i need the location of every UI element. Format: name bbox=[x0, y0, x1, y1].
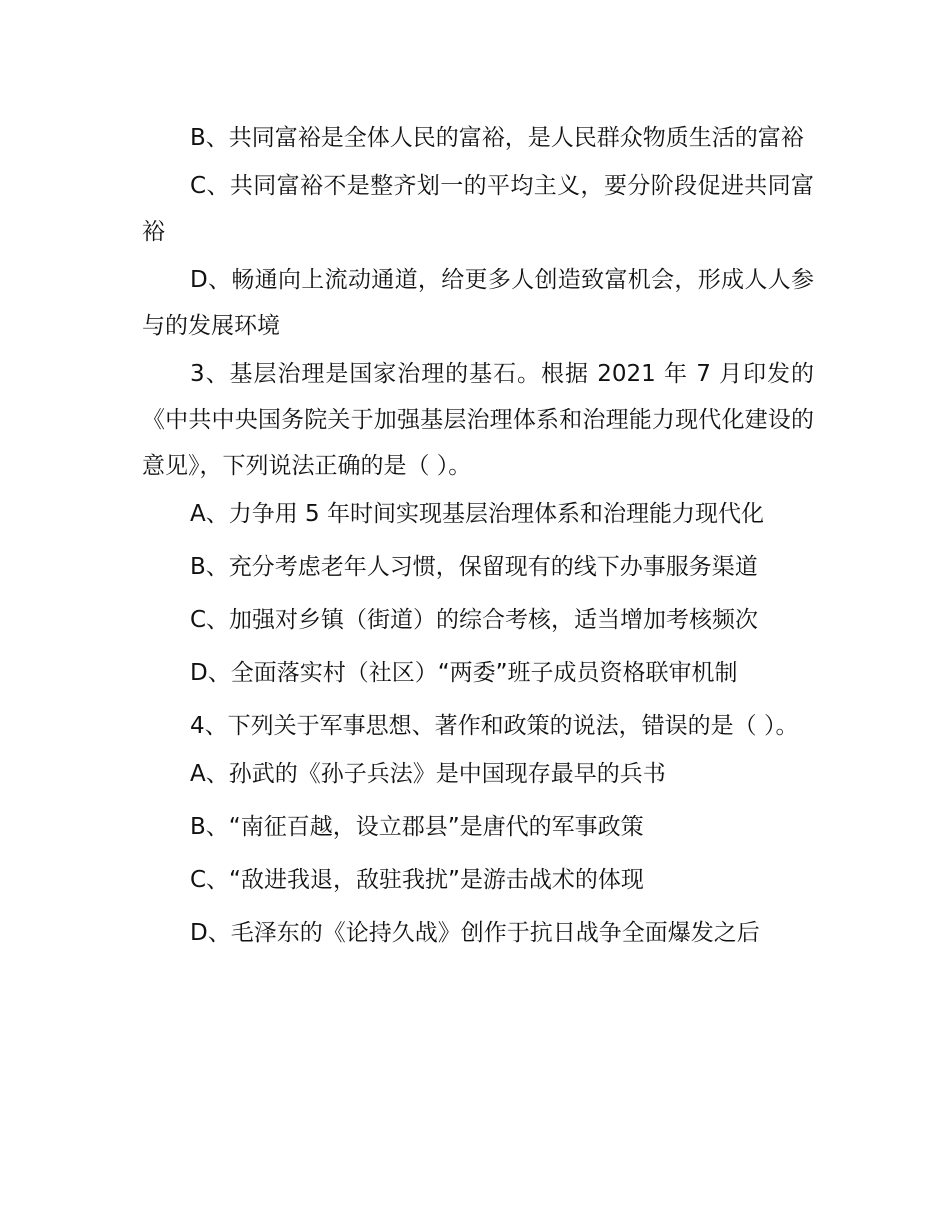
question-3-stem: 3、基层治理是国家治理的基石。根据 2021 年 7 月印发的《中共中央国务院关于加强基层治理体系和治理能力现代化建设的意见》，下列说法正确的是（ ）。 bbox=[142, 361, 814, 479]
q3-option-a: A、力争用 5 年时间实现基层治理体系和治理能力现代化 bbox=[190, 501, 764, 527]
document-page bbox=[142, 115, 814, 963]
question-4-stem: 4、下列关于军事思想、著作和政策的说法，错误的是（ ）。 bbox=[190, 713, 799, 739]
q4-option-d: D、毛泽东的《论持久战》创作于抗日战争全面爆发之后 bbox=[190, 920, 760, 946]
q2-option-b: B、共同富裕是全体人民的富裕，是人民群众物质生活的富裕 bbox=[190, 125, 804, 151]
q3-option-d: D、全面落实村（社区）“两委”班子成员资格联审机制 bbox=[190, 660, 738, 686]
q3-option-c: C、加强对乡镇（街道）的综合考核，适当增加考核频次 bbox=[190, 607, 759, 633]
q4-option-a: A、孙武的《孙子兵法》是中国现存最早的兵书 bbox=[190, 761, 666, 787]
q3-option-b: B、充分考虑老年人习惯，保留现有的线下办事服务渠道 bbox=[190, 554, 758, 580]
q2-option-c: C、共同富裕不是整齐划一的平均主义，要分阶段促进共同富裕 bbox=[142, 173, 814, 245]
q2-option-d: D、畅通向上流动通道，给更多人创造致富机会，形成人人参与的发展环境 bbox=[142, 267, 814, 339]
q4-option-c: C、“敌进我退，敌驻我扰”是游击战术的体现 bbox=[190, 867, 644, 893]
q4-option-b: B、“南征百越，设立郡县”是唐代的军事政策 bbox=[190, 814, 644, 840]
